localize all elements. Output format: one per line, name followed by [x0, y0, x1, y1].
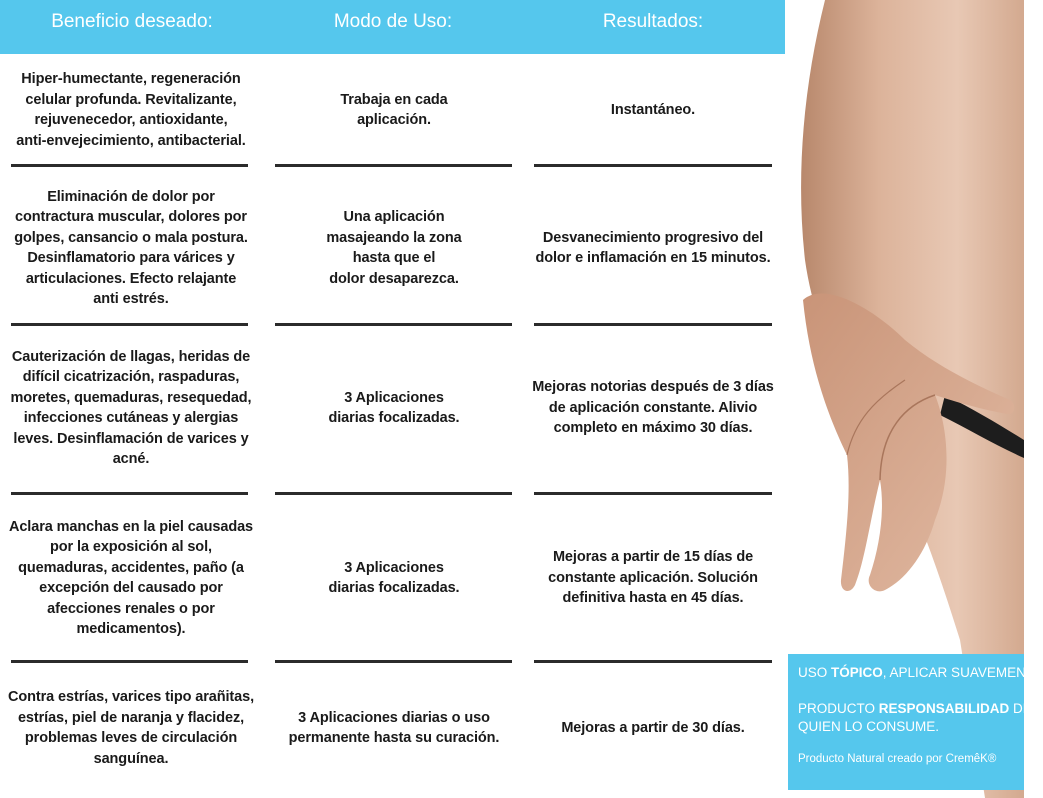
- cell-line: Cauterización de llagas, heridas de: [11, 348, 251, 365]
- cell-text: [561, 718, 744, 739]
- cell-line: Desinflamatorio para várices y: [27, 250, 235, 266]
- cell-text: [9, 517, 253, 640]
- cell-text: [289, 708, 500, 749]
- cell-line: sanguínea.: [93, 750, 169, 767]
- row-4-benefit: [6, 510, 256, 646]
- cell-line: constante aplicación. Solución: [548, 569, 758, 586]
- cell-line: celular profunda. Revitalizante,: [25, 91, 237, 108]
- row-2-benefit: [6, 180, 256, 316]
- cell-line: acné.: [112, 451, 150, 467]
- header-usage: Modo de Uso:: [333, 11, 453, 32]
- cell-line: Aclara manchas en la piel causadas: [8, 518, 254, 535]
- cell-text: [326, 207, 461, 289]
- row-divider: [534, 164, 772, 167]
- cell-text: [548, 547, 758, 609]
- row-5-usage: [278, 672, 510, 784]
- note-brand: Producto Natural creado por CremêK®: [798, 753, 997, 765]
- cell-line: moretes, quemaduras, resequedad,: [10, 389, 252, 406]
- row-1-usage: [278, 62, 510, 158]
- cell-text: [11, 347, 252, 470]
- row-divider: [534, 660, 772, 663]
- cell-line: diarias focalizadas.: [328, 410, 460, 426]
- row-divider: [275, 492, 512, 495]
- cell-line: Una aplicación: [343, 209, 445, 225]
- row-1-benefit: [6, 62, 256, 158]
- cell-line: anti-envejecimiento, antibacterial.: [16, 132, 246, 149]
- note-consumer: QUIEN LO CONSUME.: [798, 719, 940, 734]
- row-2-result: [530, 180, 776, 316]
- row-5-benefit: [6, 672, 256, 784]
- row-divider: [11, 492, 248, 495]
- cell-line: completo en máximo 30 días.: [553, 420, 753, 437]
- cell-line: 3 Aplicaciones: [344, 559, 444, 576]
- cell-line: Trabaja en cada: [340, 91, 448, 108]
- cell-line: por la exposición al sol,: [50, 539, 212, 555]
- header-results: Resultados:: [602, 11, 704, 32]
- cell-line: rejuvenecedor, antioxidante,: [34, 112, 228, 128]
- cell-line: anti estrés.: [93, 291, 169, 307]
- cell-line: infecciones cutáneas y alergias: [23, 410, 239, 426]
- row-divider: [534, 492, 772, 495]
- row-3-result: [530, 340, 776, 476]
- cell-line: Instantáneo.: [610, 101, 696, 118]
- cell-line: aplicación.: [357, 112, 431, 128]
- cell-line: Hiper-humectante, regeneración: [21, 71, 241, 87]
- cell-line: estrías, piel de naranja y flacidez,: [17, 709, 245, 726]
- cell-line: medicamentos).: [76, 621, 186, 637]
- cell-text: [535, 228, 770, 269]
- row-divider: [11, 660, 248, 663]
- cell-line: Mejoras notorias después de 3 días: [532, 379, 774, 396]
- row-4-result: [530, 510, 776, 646]
- note-responsibility: PRODUCTO RESPONSABILIDAD DE: [798, 701, 1032, 716]
- cell-line: leves. Desinflamación de varices y: [13, 430, 249, 447]
- cell-line: Contra estrías, varices tipo arañitas,: [7, 689, 255, 705]
- cell-line: quemaduras, accidentes, paño (a: [18, 559, 244, 576]
- cell-text: [611, 100, 695, 121]
- cell-line: permanente hasta su curación.: [288, 730, 500, 746]
- row-1-result: [530, 62, 776, 158]
- row-divider: [275, 323, 512, 326]
- cell-line: diarias focalizadas.: [328, 580, 460, 596]
- usage-note-box: [788, 654, 1043, 790]
- row-divider: [534, 323, 772, 326]
- cell-text: [532, 377, 774, 439]
- header-benefit: Beneficio deseado:: [51, 11, 213, 32]
- cell-line: hasta que el: [352, 250, 436, 266]
- row-5-result: [530, 672, 776, 784]
- cell-line: afecciones renales o por: [47, 600, 215, 617]
- row-3-benefit: [6, 340, 256, 476]
- cell-line: definitiva hasta en 45 días.: [562, 590, 744, 607]
- cell-line: Desvanecimiento progresivo del: [542, 229, 764, 246]
- row-divider: [275, 660, 512, 663]
- cell-line: Mejoras a partir de 30 días.: [561, 719, 745, 736]
- cell-line: 3 Aplicaciones: [344, 389, 444, 406]
- cell-line: articulaciones. Efecto relajante: [25, 270, 237, 287]
- note-topical-use: USO TÓPICO, APLICAR SUAVEMENTE: [798, 665, 1043, 680]
- row-divider: [275, 164, 512, 167]
- cell-line: masajeando la zona: [326, 229, 462, 246]
- row-2-usage: [278, 180, 510, 316]
- cell-text: [14, 187, 248, 310]
- cell-text: [329, 388, 460, 429]
- row-3-usage: [278, 340, 510, 476]
- cell-text: [329, 558, 460, 599]
- row-divider: [11, 323, 248, 326]
- cell-line: Mejoras a partir de 15 días de: [552, 549, 754, 566]
- cell-line: problemas leves de circulación: [24, 730, 238, 746]
- cell-line: golpes, cansancio o mala postura.: [14, 229, 248, 246]
- cell-line: contractura muscular, dolores por: [14, 209, 247, 225]
- cell-line: dolor desaparezca.: [329, 270, 459, 287]
- cell-text: [8, 687, 254, 769]
- cell-line: de aplicación constante. Alivio: [548, 399, 758, 416]
- cell-text: [340, 90, 447, 131]
- row-4-usage: [278, 510, 510, 646]
- row-divider: [11, 164, 248, 167]
- cell-line: Eliminación de dolor por: [47, 188, 215, 205]
- cell-line: 3 Aplicaciones diarias o uso: [298, 709, 490, 726]
- cell-line: excepción del causado por: [39, 580, 223, 596]
- cell-line: difícil cicatrización, raspaduras,: [22, 369, 240, 385]
- cell-text: [16, 69, 245, 151]
- cell-line: dolor e inflamación en 15 minutos.: [535, 250, 771, 266]
- header-bar: [0, 0, 785, 54]
